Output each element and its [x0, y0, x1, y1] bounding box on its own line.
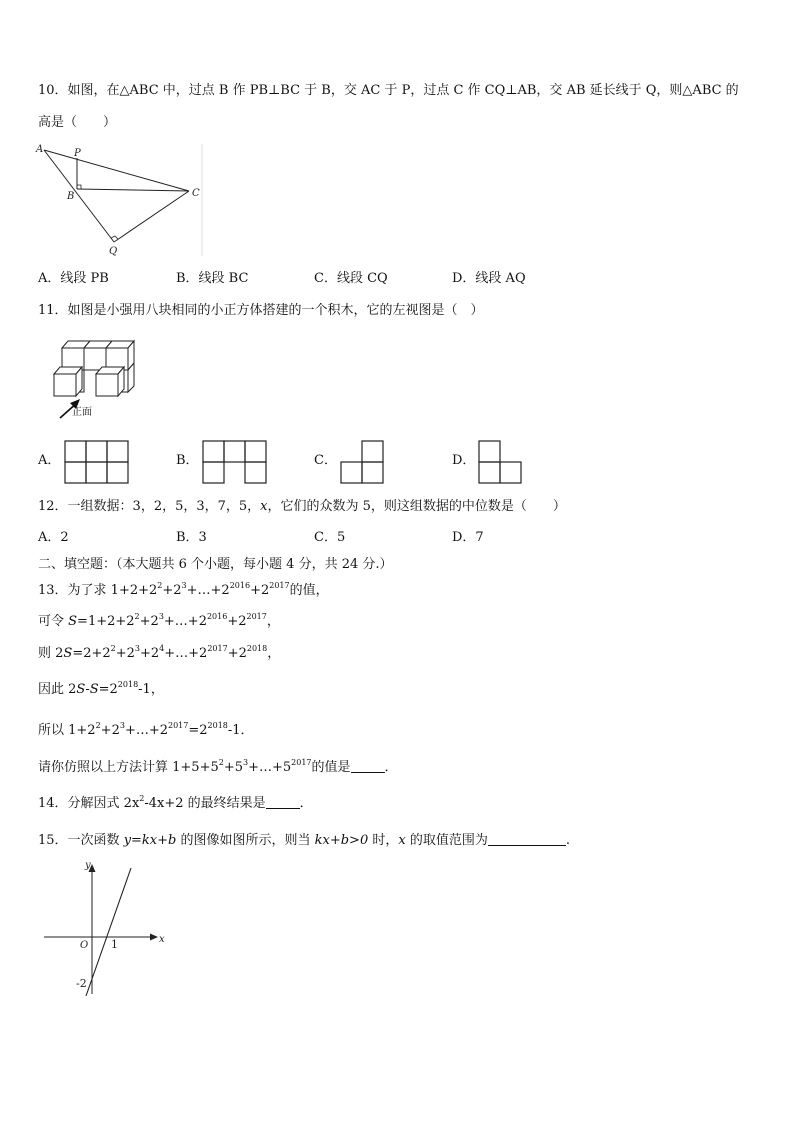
q13-l2-d: +…+2 [163, 614, 207, 629]
q11-option-a-view [64, 440, 132, 484]
q12-option-c: C．5 [314, 530, 346, 545]
q13-line6 [38, 759, 398, 777]
q13-l3-s: S [63, 646, 73, 661]
front-label: 正面 [72, 407, 92, 418]
label-y: y [85, 860, 91, 871]
q13-l1-e2: 2 [157, 581, 163, 590]
q15-c: 时， [368, 833, 399, 848]
q13-l5-c: +…+2 [124, 723, 168, 738]
q13-l1-end: 的值， [289, 583, 329, 598]
q13-l2-e: +2 [227, 614, 247, 629]
q13-l3-f: +2 [227, 646, 247, 661]
line-bc [77, 189, 189, 191]
q13-line2 [38, 613, 280, 631]
q11-option-d-letter: D． [452, 453, 476, 468]
q13-l1-c: +…+2 [186, 583, 230, 598]
q13-l2-e2: 2 [134, 612, 140, 621]
q15-end: . [565, 833, 570, 848]
q13-l3-e4: 4 [159, 644, 165, 653]
q13-l5-e2: 2 [95, 721, 101, 730]
q15-f3: x [398, 833, 406, 848]
q13-l4-e2018: 2018 [117, 680, 139, 689]
q13-l5-end: -1． [227, 723, 254, 738]
q15-a: 15．一次函数 [38, 833, 124, 848]
q13-l5-a: 所以 1+2 [38, 723, 96, 738]
q13-l6-b: +5 [223, 760, 243, 775]
q13-l5-b: +2 [100, 723, 120, 738]
right-angle-b [77, 185, 81, 189]
q13-l3-e2018: 2018 [246, 644, 268, 653]
q13-l3-e: +…+2 [164, 646, 208, 661]
q13-l4-end: -1， [138, 682, 164, 697]
q10-option-a: A．线段 PB [38, 271, 109, 286]
q13-l3-e2017: 2017 [207, 644, 228, 653]
q12-option-a: A．2 [38, 530, 69, 545]
q11-option-a-letter: A． [38, 453, 61, 468]
q13-l2-e2017: 2017 [246, 612, 267, 621]
label-c: C [192, 188, 200, 199]
q15-d: 的取值范围为 [405, 833, 488, 848]
label-x: x [159, 934, 165, 945]
x-axis-arrow [150, 934, 158, 941]
q10-stem-line1: 10．如图，在△ABC 中，过点 B 作 PB⊥BC 于 B，交 AC 于 P，过点 C 作 CQ⊥AB，交 AB 延长线于 Q，则△ABC 的 [38, 83, 739, 98]
q11-option-d-view [478, 440, 526, 484]
q14-end: ． [299, 796, 313, 811]
q13-line3 [38, 645, 280, 663]
right-angle-q [111, 236, 118, 239]
q11-cube-figure [48, 336, 148, 422]
q13-l6-e3: 3 [243, 758, 249, 767]
line-cq [114, 191, 189, 242]
q14-b: -4x+2 的最终结果是 [144, 796, 266, 811]
q14-stem [38, 795, 313, 813]
section2-title: 二、填空题：（本大题共 6 个小题，每小题 4 分，共 24 分.） [38, 557, 393, 572]
q13-answer-blank[interactable] [351, 760, 385, 773]
q13-l5-e2017: 2017 [168, 721, 189, 730]
q14-a: 14．分解因式 2x [38, 796, 140, 811]
q13-l6-e2017: 2017 [291, 758, 312, 767]
q10-option-c: C．线段 CQ [314, 271, 388, 286]
q15-b: 的图像如图所示，则当 [176, 833, 315, 848]
q13-l1-a: 13．为了求 1+2+2 [38, 583, 158, 598]
q13-l2-a: 可令 [38, 614, 69, 629]
q13-l4-a: 因此 2 [38, 682, 77, 697]
q13-l2-c: +2 [139, 614, 159, 629]
q13-l3-c: +2 [115, 646, 135, 661]
q12-stem-suffix: ，它们的众数为 5，则这组数据的中位数是（ ） [267, 499, 566, 514]
q13-l6-a: 请你仿照以上方法计算 1+5+5 [38, 760, 219, 775]
q13-l5-d: =2 [188, 723, 208, 738]
q13-l3-a: 则 2 [38, 646, 64, 661]
q11-option-b-letter: B． [176, 453, 199, 468]
q14-e2: 2 [139, 794, 145, 803]
label-b: B [67, 191, 75, 202]
q15-function-graph [40, 858, 170, 998]
q13-l1-d: +2 [250, 583, 270, 598]
q10-triangle-figure [34, 140, 204, 260]
q15-answer-blank[interactable] [488, 833, 566, 846]
q11-option-b-view [202, 440, 270, 484]
label-origin: O [80, 940, 89, 951]
q15-f1: y=kx+b [123, 833, 177, 848]
q15-stem [38, 832, 570, 850]
q12-stem-prefix: 12．一组数据：3，2，5，3，7，5， [38, 499, 261, 514]
q12-stem [38, 498, 566, 516]
q14-answer-blank[interactable] [266, 796, 300, 809]
label-a: A [36, 144, 44, 155]
q13-l3-e2: 2 [110, 644, 116, 653]
q13-l1-e2016: 2016 [229, 581, 251, 590]
q12-option-b: B．3 [176, 530, 207, 545]
q11-option-c-letter: C． [314, 453, 337, 468]
q13-l6-d: 的值是 [311, 760, 351, 775]
label-q: Q [109, 246, 118, 257]
q13-l4-m: - [85, 682, 90, 697]
q10-option-b: B．线段 BC [176, 271, 249, 286]
q13-l2-end: ， [266, 614, 280, 629]
q11-option-c-view [340, 440, 388, 484]
q13-l6-c: +…+5 [248, 760, 292, 775]
q13-l1-e2017: 2017 [269, 581, 290, 590]
label-one: 1 [111, 938, 118, 951]
q13-line1 [38, 582, 329, 600]
q13-l6-e2: 2 [218, 758, 224, 767]
q13-l4-b: =2 [98, 682, 118, 697]
q13-l2-e2016: 2016 [206, 612, 228, 621]
q13-l6-end: ． [384, 760, 398, 775]
q13-l3-end: ， [267, 646, 281, 661]
q13-l3-e3: 3 [134, 644, 140, 653]
line-ac [44, 150, 189, 191]
q11-stem: 11．如图是小强用八块相同的小正方体搭建的一个积木，它的左视图是（ ） [38, 303, 484, 318]
q13-l3-d: +2 [140, 646, 160, 661]
q13-line5 [38, 722, 254, 740]
q13-l5-e3: 3 [119, 721, 125, 730]
q12-option-d: D．7 [452, 530, 484, 545]
line-aq [44, 150, 114, 242]
q13-l2-b: =1+2+2 [77, 614, 135, 629]
q13-l1-b: +2 [162, 583, 182, 598]
q13-l2-e3: 3 [158, 612, 164, 621]
q13-l4-s2: S [89, 682, 99, 697]
q10-option-d: D．线段 AQ [452, 271, 526, 286]
q13-l5-e2018: 2018 [207, 721, 228, 730]
q13-l4-s1: S [76, 682, 86, 697]
q13-line4 [38, 681, 164, 699]
q13-l2-s: S [68, 614, 78, 629]
q10-stem-line2: 高是（ ） [38, 115, 117, 130]
q12-stem-var: x [260, 499, 268, 514]
q15-f2: kx+b>0 [314, 833, 369, 848]
label-neg2: -2 [76, 977, 87, 990]
label-p: P [74, 148, 81, 159]
q13-l1-e3: 3 [181, 581, 187, 590]
q13-l3-b: =2+2 [72, 646, 111, 661]
function-line [86, 868, 131, 996]
